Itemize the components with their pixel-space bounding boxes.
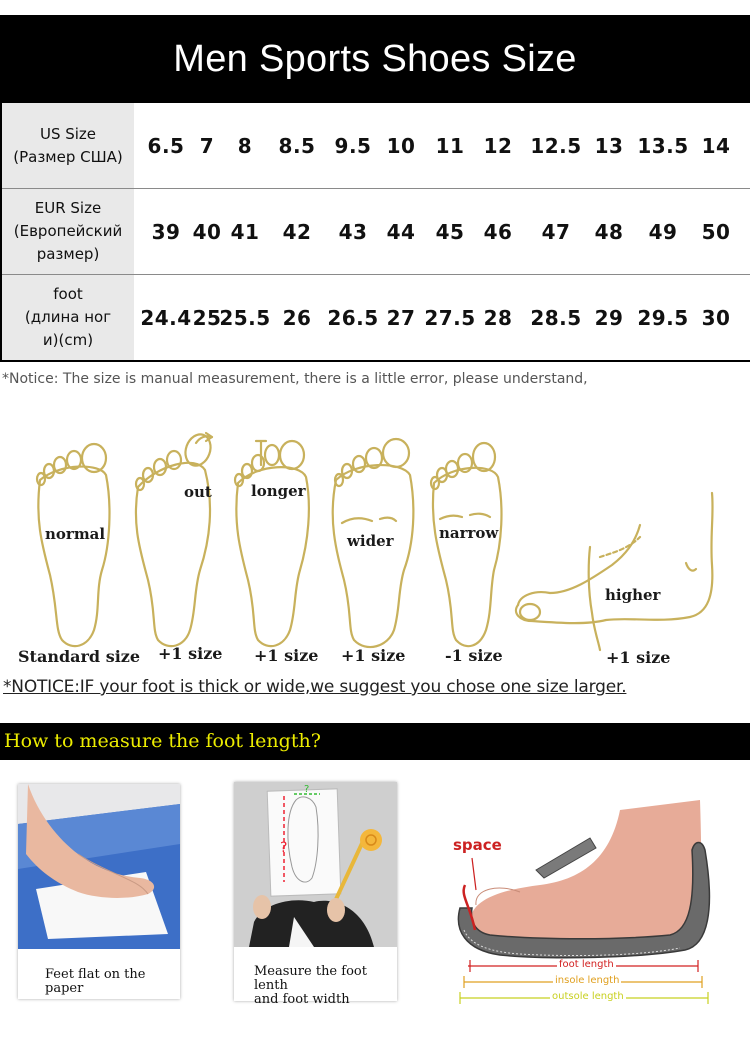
table-row-foot: [2, 274, 750, 360]
table-cell: 48: [594, 219, 624, 244]
row-label-eur: [2, 189, 134, 274]
table-row-us: [2, 103, 750, 188]
table-cell: 39: [151, 219, 181, 244]
foot-outlines-illustration: [0, 425, 750, 675]
size-recommendation: Standard size: [18, 647, 141, 666]
sizing-advice: *NOTICE:IF your foot is thick or wide,we suggest you chose one size larger.: [3, 677, 627, 697]
svg-text:?: ?: [280, 840, 288, 856]
table-cell: 12: [483, 133, 513, 158]
table-cell: 40: [192, 219, 222, 244]
shoe-diagram: [440, 780, 730, 1008]
page-header: [0, 15, 750, 103]
size-recommendation: +1 size: [341, 646, 406, 665]
table-cell: 49: [648, 219, 678, 244]
longer-foot-icon: [235, 441, 309, 646]
table-cell: 13.5: [637, 133, 689, 158]
foot-type-label: higher: [605, 586, 661, 604]
caption-line: and foot width: [254, 992, 350, 1007]
table-cell: 27.5: [424, 305, 476, 330]
foot-on-paper-photo-icon: [18, 784, 180, 949]
measuring-person-photo-icon: [234, 782, 397, 947]
table-cell: 8: [237, 133, 253, 158]
table-cell: 27: [386, 305, 416, 330]
caption-line: Measure the foot lenth: [254, 964, 367, 993]
outsole-length-label: outsole length: [552, 991, 624, 1002]
table-cell: 50: [701, 219, 731, 244]
foot-type-label: longer: [251, 482, 306, 500]
row-label-line: foot: [53, 285, 83, 303]
table-cell: 30: [701, 305, 731, 330]
normal-foot-icon: [37, 444, 109, 646]
size-recommendation: -1 size: [445, 646, 503, 665]
table-cell: 26.5: [327, 305, 379, 330]
table-cell: 41: [230, 219, 260, 244]
table-cell: 13: [594, 133, 624, 158]
photo-card: [18, 784, 180, 999]
foot-types: [0, 425, 750, 675]
measure-heading-bar: [0, 723, 750, 760]
table-cell: 26: [282, 305, 312, 330]
row-cells: [134, 275, 750, 360]
narrow-foot-icon: [431, 443, 501, 646]
row-label-line: (Размер США): [13, 147, 123, 166]
table-cell: 43: [338, 219, 368, 244]
table-cell: 25: [192, 305, 222, 330]
table-cell: 8.5: [278, 133, 316, 158]
size-recommendation: +1 size: [158, 644, 223, 663]
table-cell: 10: [386, 133, 416, 158]
table-cell: 29: [594, 305, 624, 330]
row-label-foot: [2, 275, 134, 360]
higher-foot-icon: [516, 493, 713, 650]
row-cells: [134, 189, 750, 274]
table-cell: 14: [701, 133, 731, 158]
row-label-line: US Size: [39, 124, 97, 143]
row-cells: [134, 103, 750, 188]
insole-length-label: insole length: [555, 975, 620, 986]
row-label-line: (длина ног: [24, 308, 112, 326]
table-row-eur: [2, 188, 750, 274]
photo-caption: Feet flat on the paper: [45, 967, 146, 996]
foot-type-label: narrow: [439, 524, 499, 542]
space-label: space: [453, 836, 502, 854]
table-cell: 6.5: [147, 133, 185, 158]
row-label-us: [2, 103, 134, 188]
size-table: [0, 103, 750, 362]
table-cell: 47: [541, 219, 571, 244]
table-cell: 9.5: [334, 133, 372, 158]
measure-heading: How to measure the foot length?: [4, 730, 321, 752]
table-cell: 24.4: [140, 305, 192, 330]
table-cell: 45: [435, 219, 465, 244]
photo-card: [234, 782, 397, 1007]
foot-type-label: out: [184, 483, 212, 501]
foot-type-label: normal: [45, 525, 106, 543]
table-cell: 12.5: [530, 133, 582, 158]
table-cell: 28: [483, 305, 513, 330]
row-label-line: и)(cm): [42, 331, 94, 349]
table-cell: 25.5: [219, 305, 271, 330]
measurement-notice: *Notice: The size is manual measurement, there is a little error, please understand,: [2, 371, 588, 387]
size-recommendation: +1 size: [606, 648, 671, 667]
table-cell: 7: [199, 133, 215, 158]
page-title: Men Sports Shoes Size: [173, 37, 577, 80]
table-cell: 42: [282, 219, 312, 244]
table-cell: 46: [483, 219, 513, 244]
table-cell: 28.5: [530, 305, 582, 330]
table-cell: 44: [386, 219, 416, 244]
foot-type-label: wider: [347, 532, 394, 550]
svg-text:?: ?: [304, 784, 310, 795]
row-label-line: EUR Size: [34, 199, 102, 217]
photo-caption: [254, 965, 397, 1007]
out-foot-icon: [136, 431, 215, 646]
row-label-line: размер): [36, 245, 100, 263]
shoe-diagram-icon: [440, 780, 730, 1008]
row-label-line: (Европейский: [13, 222, 123, 240]
foot-length-label: foot length: [559, 959, 614, 970]
table-cell: 11: [435, 133, 465, 158]
size-recommendation: +1 size: [254, 646, 319, 665]
table-cell: 29.5: [637, 305, 689, 330]
